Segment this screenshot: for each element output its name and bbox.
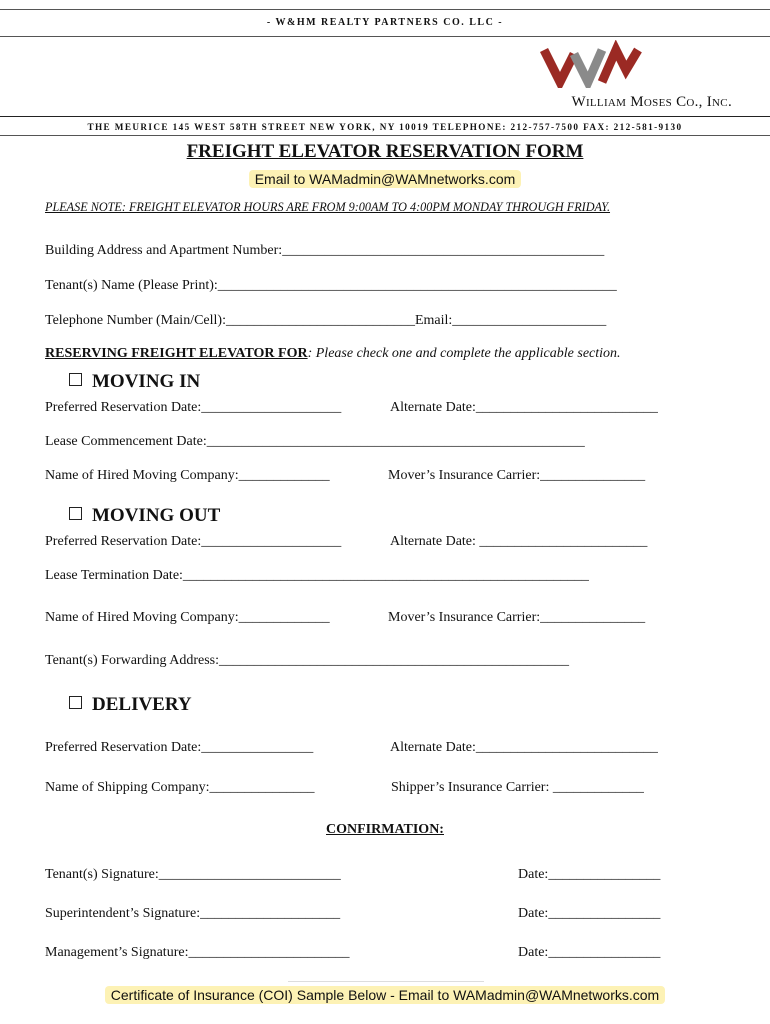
superintendent-signature-date-field[interactable]: Date:________________ [518,906,661,921]
company-name: William Moses Co., Inc. [571,94,732,110]
tenant-name-field[interactable]: Tenant(s) Name (Please Print):_________________________________________________________ [45,278,617,293]
telephone-email-field[interactable]: Telephone Number (Main/Cell):___________________________Email:______________________ [45,313,607,328]
delivery-checkbox[interactable] [69,696,82,709]
shipping-company-field[interactable]: Name of Shipping Company:_______________ [45,780,315,795]
tenant-signature-field[interactable]: Tenant(s) Signature:__________________________ [45,867,341,882]
moving-in-mover-field[interactable]: Name of Hired Moving Company:_____________ [45,468,330,483]
footer-divider [288,981,484,982]
wm-logo [540,40,642,88]
coi-highlight: Certificate of Insurance (COI) Sample Below - Email to WAMadmin@WAMnetworks.com [105,986,665,1004]
confirmation-title: CONFIRMATION: [326,822,444,837]
company-line: - W&HM REALTY PARTNERS CO. LLC - [266,17,504,28]
reserving-instruction: : Please check one and complete the applicable section. [307,346,621,361]
moving-out-alternate-date-field[interactable]: Alternate Date: ________________________ [390,534,648,549]
delivery-section [69,694,192,716]
building-address-field[interactable]: Building Address and Apartment Number:______________________________________________ [45,243,605,258]
moving-out-preferred-date-field[interactable]: Preferred Reservation Date:____________________ [45,534,342,549]
address-rule-bottom [0,135,770,136]
moving-out-checkbox[interactable] [69,507,82,520]
moving-in-checkbox[interactable] [69,373,82,386]
reserving-line [45,346,621,362]
moving-in-preferred-date-field[interactable]: Preferred Reservation Date:____________________ [45,400,342,415]
header-rule [0,36,770,37]
superintendent-signature-field[interactable]: Superintendent’s Signature:____________________ [45,906,341,921]
shipper-insurance-field[interactable]: Shipper’s Insurance Carrier: _____________ [391,780,644,795]
email-instruction [0,171,770,187]
delivery-alternate-date-field[interactable]: Alternate Date:__________________________ [390,740,658,755]
moving-in-alternate-date-field[interactable]: Alternate Date:__________________________ [390,400,658,415]
moving-in-insurance-field[interactable]: Mover’s Insurance Carrier:_______________ [388,468,646,483]
management-signature-field[interactable]: Management’s Signature:_______________________ [45,945,350,960]
moving-out-insurance-field[interactable]: Mover’s Insurance Carrier:_______________ [388,610,646,625]
email-highlight: Email to WAMadmin@WAMnetworks.com [249,170,522,188]
moving-out-mover-field[interactable]: Name of Hired Moving Company:_____________ [45,610,330,625]
address-rule-top [0,116,770,117]
hours-note: PLEASE NOTE: FREIGHT ELEVATOR HOURS ARE FROM 9:00AM TO 4:00PM MONDAY THROUGH FRIDAY. [45,200,611,214]
delivery-preferred-date-field[interactable]: Preferred Reservation Date:________________ [45,740,314,755]
forwarding-address-field[interactable]: Tenant(s) Forwarding Address:__________________________________________________ [45,653,569,668]
delivery-title: DELIVERY [92,694,192,715]
moving-in-title: MOVING IN [92,371,201,392]
management-signature-date-field[interactable]: Date:________________ [518,945,661,960]
moving-out-section [69,505,220,527]
lease-termination-field[interactable]: Lease Termination Date:__________________________________________________________ [45,568,589,583]
lease-commencement-field[interactable]: Lease Commencement Date:______________________________________________________ [45,434,585,449]
moving-in-section [69,371,200,393]
coi-instruction [0,987,770,1003]
top-rule [0,9,770,10]
address-line: THE MEURICE 145 WEST 58TH STREET NEW YORK, NY 10019 TELEPHONE: 212-757-7500 FAX: 212-581-9130 [87,122,683,132]
moving-out-title: MOVING OUT [92,505,221,526]
reserving-label: RESERVING FREIGHT ELEVATOR FOR [45,346,308,361]
form-title: FREIGHT ELEVATOR RESERVATION FORM [186,141,584,162]
tenant-signature-date-field[interactable]: Date:________________ [518,867,661,882]
